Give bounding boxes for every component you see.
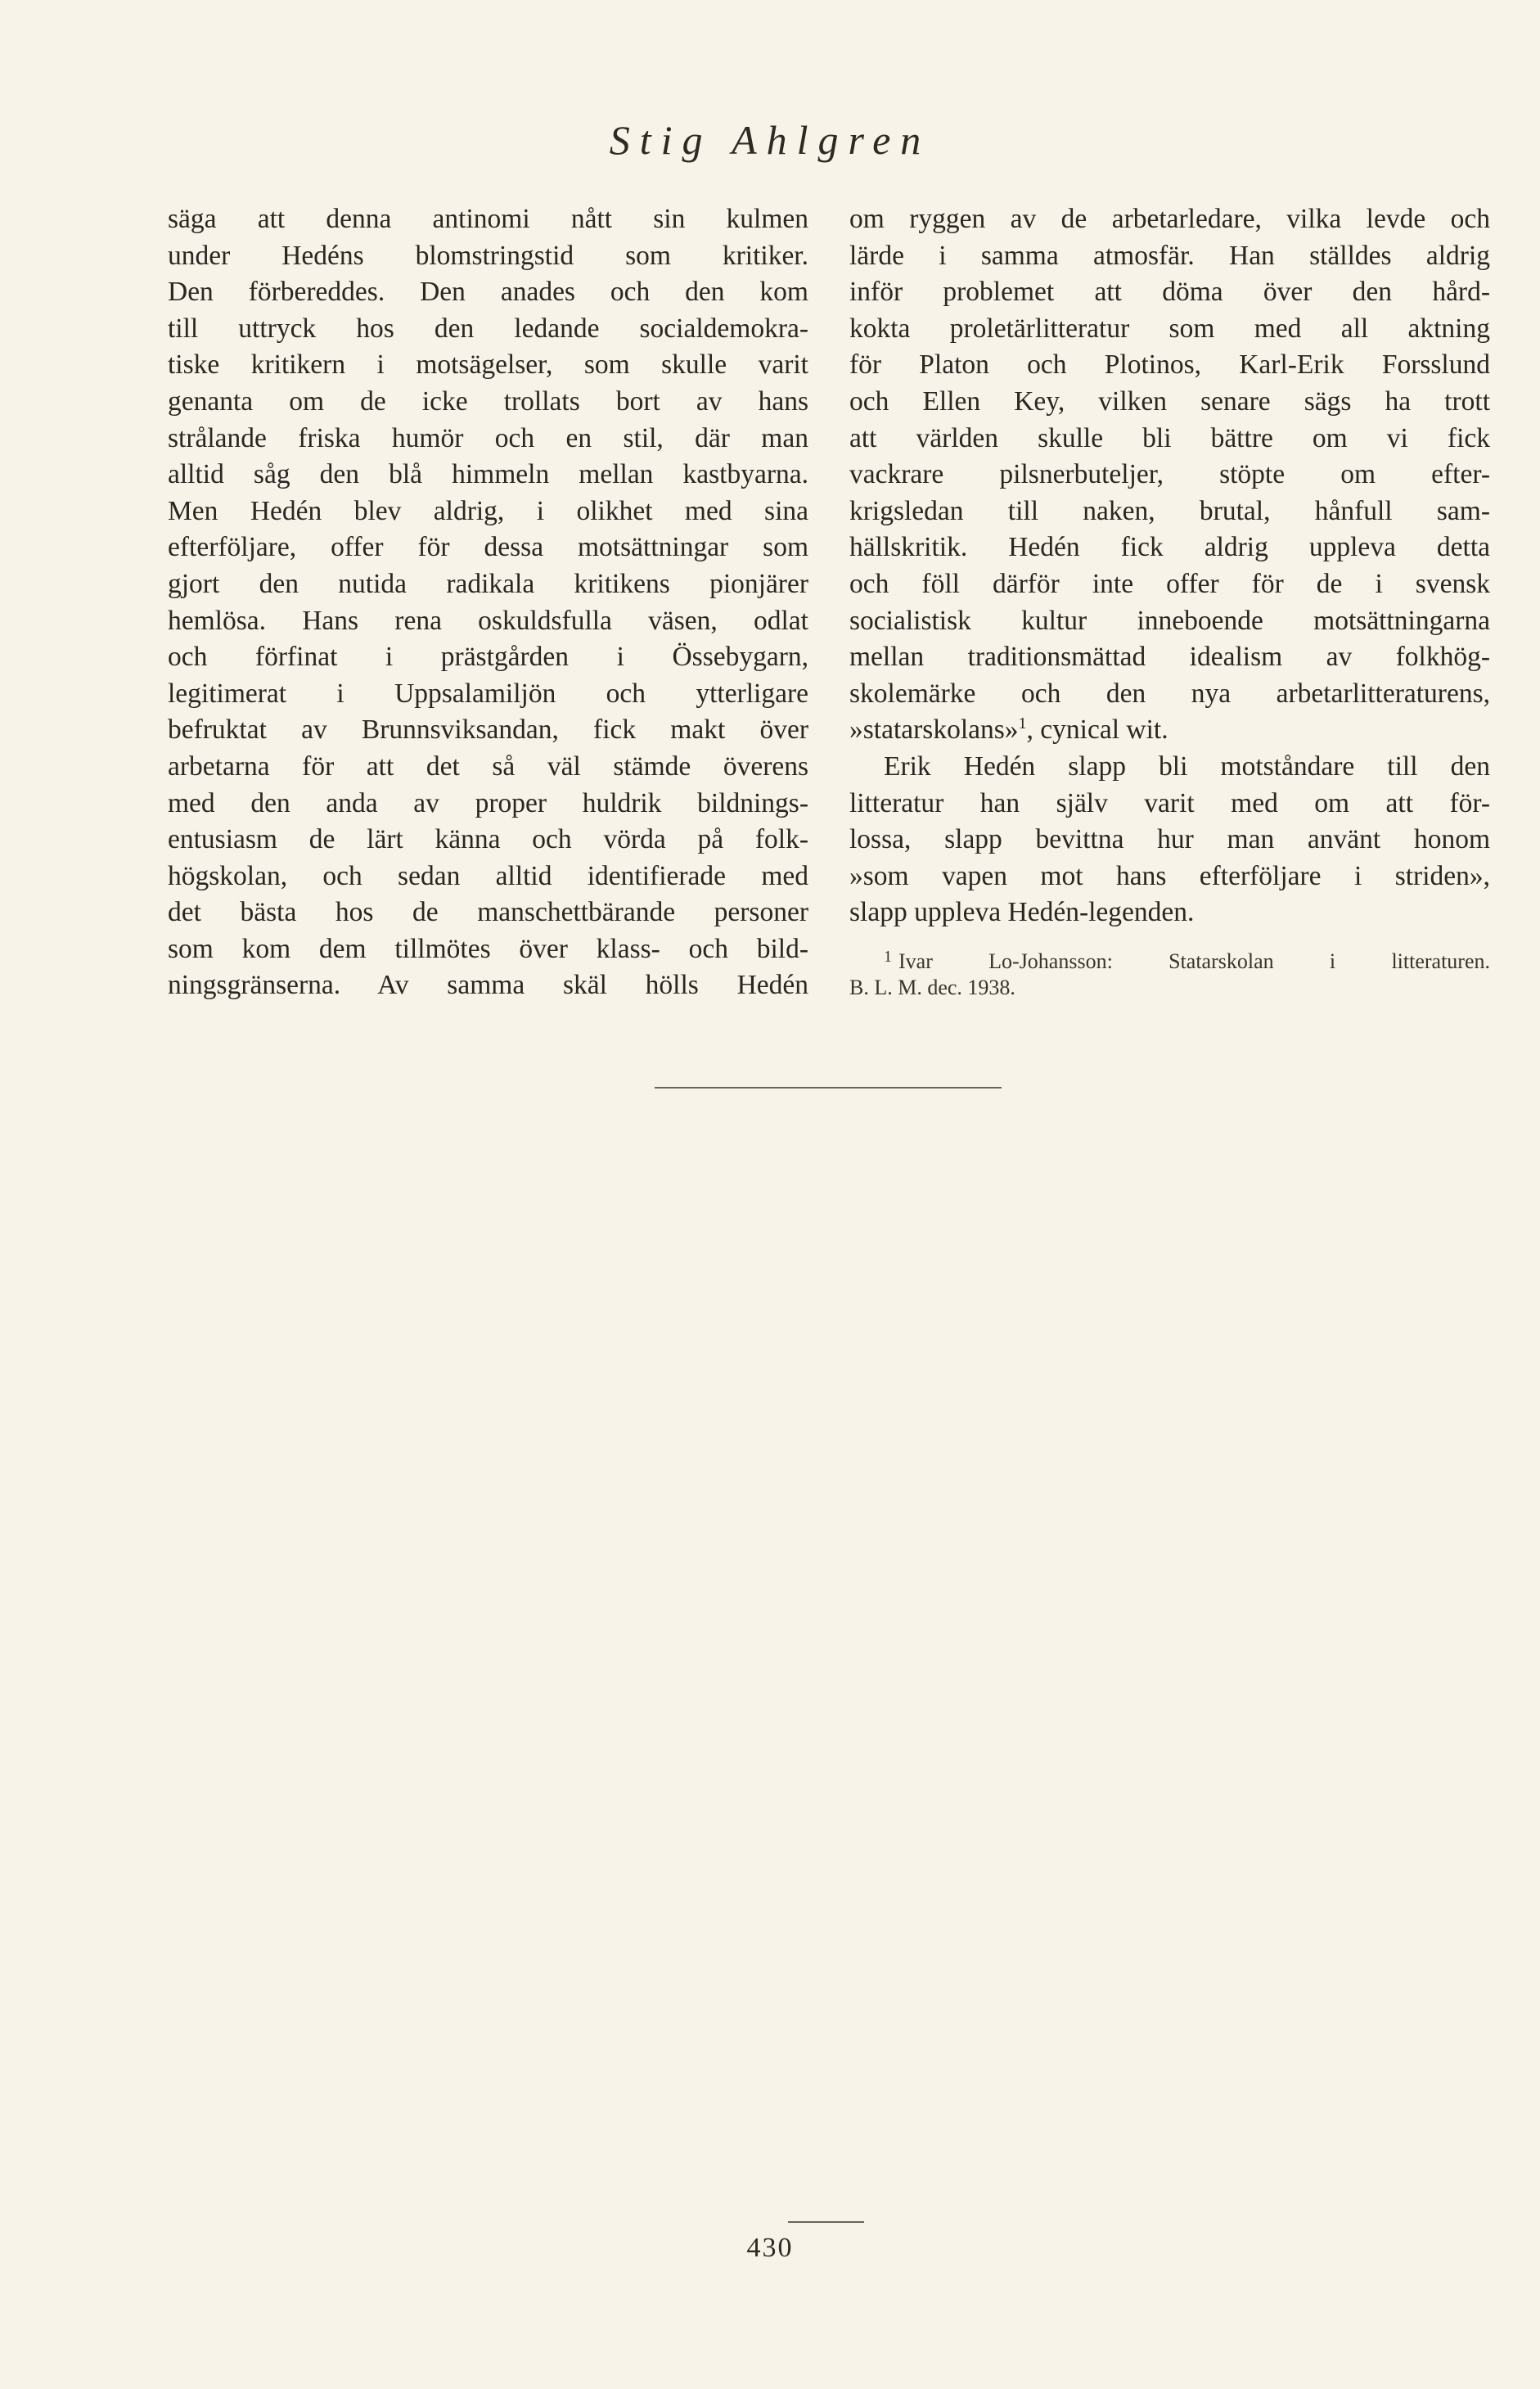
text-line: och Ellen Key, vilken senare sägs ha trott [849, 385, 1490, 417]
text-line: skolemärke och den nya arbetarlitteraturens, [849, 678, 1490, 709]
text-line: kokta proletärlitteratur som med all aktning [849, 313, 1490, 344]
footnote-line [849, 941, 1490, 972]
left-column [168, 201, 808, 1004]
footnote [849, 941, 1490, 1003]
text-line: att världen skulle bli bättre om vi fick [849, 422, 1490, 453]
text-line: socialistisk kultur inneboende motsättningarna [849, 605, 1490, 636]
text-line: vackrare pilsnerbuteljer, stöpte om efter- [849, 459, 1490, 490]
text-line: som kom dem tillmötes över klass- och bild- [168, 933, 808, 964]
footnote-marker: 1 [884, 947, 892, 966]
text-line-with-footnote-ref [849, 712, 1490, 749]
quoted-term: »statarskolans» [849, 714, 1019, 746]
text-line: till uttryck hos den ledande socialdemokra- [168, 313, 808, 344]
text-line: litteratur han själv varit med om att för- [849, 787, 1490, 818]
section-divider-rule [655, 1087, 1002, 1089]
text-line: högskolan, och sedan alltid identifierade med [168, 860, 808, 891]
text-line: lossa, slapp bevittna hur man använt honom [849, 824, 1490, 855]
line-end: , cynical wit. [1026, 714, 1169, 746]
text-line: Den förbereddes. Den anades och den kom [168, 277, 808, 308]
text-line: »som vapen mot hans efterföljare i striden», [849, 860, 1490, 891]
text-line: gjort den nutida radikala kritikens pionjärer [168, 568, 808, 599]
text-line: säga att denna antinomi nått sin kulmen [168, 204, 808, 234]
page-number-rule [788, 2221, 864, 2223]
text-line: och förfinat i prästgården i Össebygarn, [168, 642, 808, 673]
text-line: alltid såg den blå himmeln mellan kastbyarna. [168, 459, 808, 490]
text-line: och föll därför inte offer för de i svensk [849, 568, 1490, 599]
text-line: slapp uppleva Hedén-legenden. [849, 897, 1195, 928]
page-number: 430 [746, 2233, 794, 2263]
text-line: med den anda av proper huldrik bildnings- [168, 787, 808, 818]
text-line: krigsledan till naken, brutal, hånfull sam- [849, 495, 1490, 526]
text-line: inför problemet att döma över den hård- [849, 277, 1490, 308]
footnote-line: B. L. M. dec. 1938. [849, 975, 1015, 999]
text-line: tiske kritikern i motsägelser, som skulle varit [168, 349, 808, 381]
text-line: strålande friska humör och en stil, där man [168, 422, 808, 453]
text-line: genanta om de icke trollats bort av hans [168, 385, 808, 417]
text-line: mellan traditionsmättad idealism av folkhög- [849, 642, 1490, 673]
text-line: entusiasm de lärt känna och vörda på folk- [168, 824, 808, 855]
text-line: lärde i samma atmosfär. Han ställdes aldrig [849, 240, 1490, 271]
text-line: arbetarna för att det så väl stämde överens [168, 751, 808, 782]
text-line: om ryggen av de arbetarledare, vilka levde och [849, 204, 1490, 234]
footnote-reference: 1 [1018, 714, 1027, 733]
text-line: hemlösa. Hans rena oskuldsfulla väsen, odlat [168, 605, 808, 636]
text-line: det bästa hos de manschettbärande personer [168, 897, 808, 928]
text-line: ningsgränserna. Av samma skäl hölls Hedén [168, 970, 808, 1001]
text-line: Erik Hedén slapp bli motståndare till den [884, 751, 1490, 782]
text-line: för Platon och Plotinos, Karl-Erik Forsslund [849, 349, 1490, 381]
running-head-author: Stig Ahlgren [609, 117, 931, 163]
text-line: Men Hedén blev aldrig, i olikhet med sina [168, 495, 808, 526]
text-line: under Hedéns blomstringstid som kritiker. [168, 240, 808, 271]
footnote-text: Ivar Lo-Johansson: Statarskolan i litteraturen. [898, 949, 1490, 973]
text-line: hällskritik. Hedén fick aldrig uppleva detta [849, 532, 1490, 563]
text-line: legitimerat i Uppsalamiljön och ytterligare [168, 678, 808, 709]
right-column [849, 201, 1490, 1003]
text-line: befruktat av Brunnsviksandan, fick makt över [168, 714, 808, 746]
text-line: efterföljare, offer för dessa motsättningar som [168, 532, 808, 563]
